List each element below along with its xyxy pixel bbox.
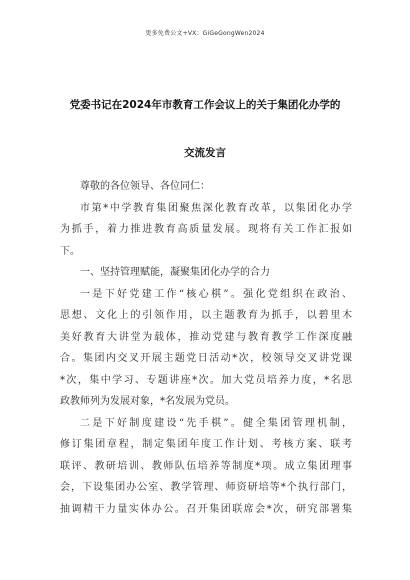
body-line: 会，下设集团办公室、教学管理、师资研培等*个执行部门， — [60, 482, 352, 493]
salutation: 尊敬的各位领导、各位同仁： — [80, 181, 210, 192]
body-line: 二是下好制度建设“先手棋”。健全集团管理机制， — [80, 417, 352, 429]
section-heading: 一、坚持管理赋能，凝聚集团化办学的合力 — [80, 267, 270, 278]
body-line: 合。集团内交叉开展主题党日活动*次，校领导交叉讲党课 — [60, 353, 352, 364]
body-line: 一是下好党建工作“核心棋”。强化党组织在政治、 — [80, 288, 352, 300]
document-title-line-1: 党委书记在2024年市教育工作会议上的关于集团化办学的 — [69, 99, 341, 111]
header-note: 更多免费公文+VX：GiGeGongWen2024 — [145, 30, 265, 37]
body-line: 政教师列为发展对象，*名发展为党员。 — [60, 396, 235, 407]
body-line: 抽调精干力量实体办公。召开集团联席会*次，研究部署集 — [60, 503, 352, 515]
document-body — [60, 176, 352, 520]
body-line: 为抓手，着力推进教育高质量发展。现将有关工作汇报如 — [60, 224, 352, 235]
document-title-line-2: 交流发言 — [184, 147, 226, 159]
body-line: 联评、教研培训、教师队伍培养等制度*项。成立集团理事 — [60, 460, 352, 472]
body-line: 思想、文化上的引领作用，以主题教育为抓手，以碧里木 — [60, 310, 352, 321]
body-line: 市第*中学教育集团聚焦深化教育改革，以集团化办学 — [80, 202, 352, 214]
body-line: 美好教育大讲堂为载体，推动党建与教育教学工作深度融 — [60, 331, 352, 343]
body-line: *次，集中学习、专题讲座*次。加大党员培养力度，*名思 — [60, 374, 352, 386]
body-line: 下。 — [60, 245, 80, 257]
body-line: 修订集团章程，制定集团年度工作计划、考核方案、联考 — [60, 439, 352, 450]
